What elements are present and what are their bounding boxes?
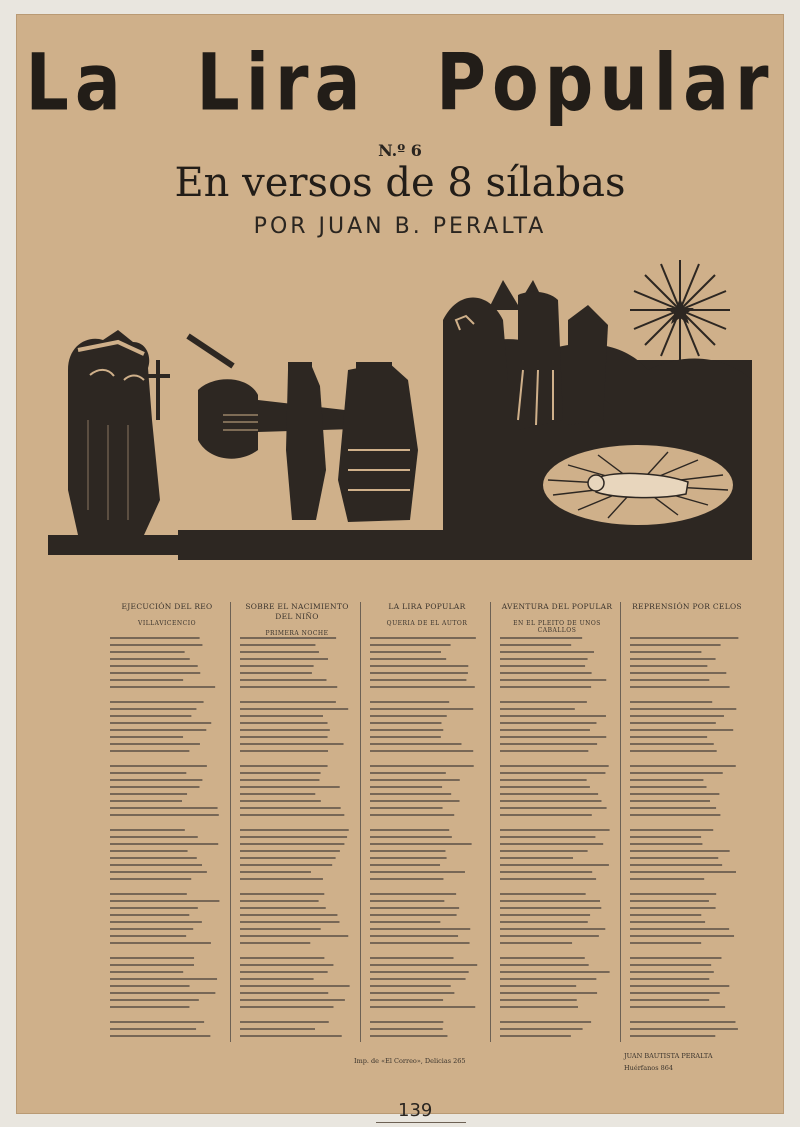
author-signature: JUAN BAUTISTA PERALTA: [624, 1052, 713, 1060]
issue-number: N.º 6: [378, 141, 422, 160]
firing-squad-icon: [178, 336, 448, 560]
verse-text-block: [106, 632, 750, 1052]
star-of-bethlehem-icon: [630, 260, 730, 360]
column-subtitle: QUERIA DE EL AUTOR: [386, 620, 468, 627]
column-title: AVENTURA DEL POPULAR: [501, 602, 613, 611]
column-subtitle: EN EL PLEITO DE UNOS CABALLOS: [513, 620, 601, 634]
printer-imprint: Imp. de «El Correo», Delicias 265: [354, 1057, 466, 1065]
catalog-underline: [376, 1122, 466, 1123]
column-title: EJECUCIÓN DEL REO: [121, 602, 213, 611]
catalog-number: 139: [398, 1100, 433, 1121]
column-subtitle: PRIMERA NOCHE: [265, 630, 329, 637]
masthead-title: La Lira Popular: [25, 38, 775, 129]
author-line: POR JUAN B. PERALTA: [253, 214, 547, 239]
broadsheet: [16, 14, 784, 1121]
column-subtitle: VILLAVICENCIO: [137, 620, 196, 627]
column-title: LA LIRA POPULAR: [388, 602, 466, 611]
author-address: Huérfanos 864: [624, 1064, 673, 1072]
infant-in-manger-icon: [543, 445, 733, 525]
column-title: SOBRE EL NACIMIENTO DEL NIÑO: [245, 602, 349, 621]
subtitle: En versos de 8 sílabas: [174, 160, 626, 206]
column-title: REPRENSIÓN POR CELOS: [632, 602, 742, 611]
woodcut-illustration: [48, 250, 752, 570]
text-columns: [106, 602, 750, 1042]
executed-man-icon: [48, 320, 178, 555]
